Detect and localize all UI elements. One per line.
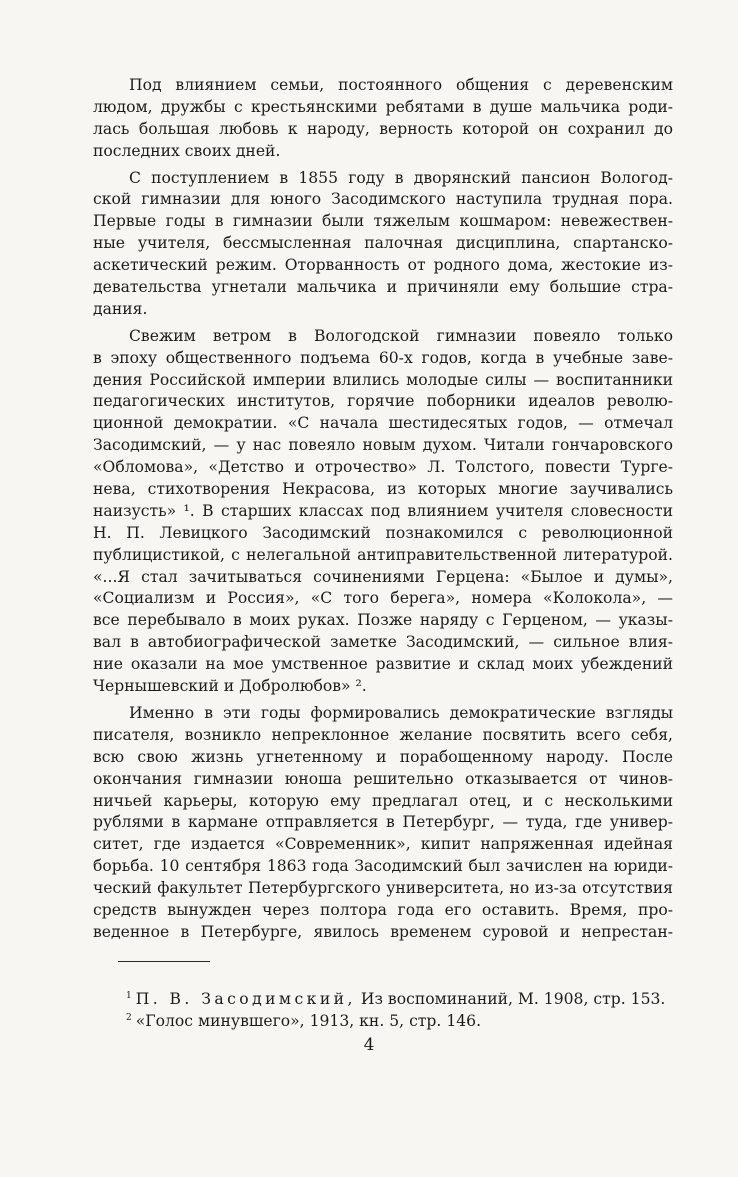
paragraph-3 [93,326,673,698]
text-line: нева, стихотворения Некрасова, из которых многие заучивались [93,480,673,499]
text-line: Засодимский, — у нас повеяло новым духом. Читали гончаровского [93,436,673,455]
body-text [93,75,673,949]
text-line: Н. П. Левицкого Засодимский познакомился с революционной [93,523,673,542]
text-line: вал в автобиографической заметке Засодимский, — сильное влия- [93,633,673,652]
text-line: ние оказали на мое умственное развитие и склад моих убеждений [93,655,673,674]
text-line: ционной демократии. «С начала шестидесятых годов, — отмечал [93,414,673,433]
text-line: С поступлением в 1855 году в дворянский пансион Вологод- [129,168,673,187]
footnote-text: «Голос минувшего», 1913, кн. 5, стр. 146. [135,1012,482,1031]
text-line: дения Российской империи влились молодые силы — воспитанники [93,370,673,389]
text-line: последних своих дней. [93,141,281,160]
text-line: средств вынужден через полтора года его оставить. Время, про- [93,900,673,919]
paragraph-1 [93,75,673,163]
text-line: «Обломова», «Детство и отрочество» Л. Толстого, повести Турге- [93,458,673,477]
text-line: писателя, возникло непреклонное желание посвятить всего себя, [93,725,673,744]
text-line: ничьей карьеры, которую ему предлагал отец, и с несколькими [93,791,673,810]
text-line: девательства угнетали мальчика и причиняли ему большие стра- [93,278,673,297]
text-line: Первые годы в гимназии были тяжелым кошмаром: невежествен- [93,212,673,231]
text-line: в эпоху общественного подъема 60-х годов, когда в учебные заве- [93,348,673,367]
text-line: «Социализм и Россия», «С того берега», номера «Колокола», — [93,589,673,608]
text-line: окончания гимназии юноша решительно отказывается от чинов- [93,769,673,788]
text-line: всю свою жизнь угнетенному и порабощенному народу. После [93,747,673,766]
text-line: все перебывало в моих руках. Позже наряду с Герценом, — указы- [93,611,673,630]
footnotes [126,985,686,1029]
text-line: лась большая любовь к народу, верность которой он сохранил до [93,119,673,138]
text-line: Именно в эти годы формировались демократические взгляды [129,703,673,722]
text-line: дания. [93,299,148,318]
page-number: 4 [363,1035,375,1055]
footnote-2 [126,1007,686,1029]
paragraph-4 [93,703,673,944]
text-line: Чернышевский и Добролюбов» ². [93,677,367,696]
paragraph-2 [93,168,673,321]
text-line: публицистикой, с нелегальной антиправительственной литературой. [93,545,673,564]
text-line: веденное в Петербурге, явилось временем суровой и непрестан- [93,922,673,941]
footnote-author: П. В. Засодимский, [135,990,356,1009]
footnote-1 [126,985,686,1007]
footnote-divider [118,961,210,962]
text-line: Свежим ветром в Вологодской гимназии повеяло только [129,326,673,345]
footnote-mark: 2 [126,1013,132,1023]
text-line: ные учителя, бессмысленная палочная дисциплина, спартанско- [93,234,673,253]
text-line: «...Я стал зачитываться сочинениями Герцена: «Былое и думы», [93,567,673,586]
text-line: ческий факультет Петербургского университета, но из-за отсутствия [93,879,673,898]
text-line: ской гимназии для юного Засодимского наступила трудная пора. [93,190,673,209]
text-line: людом, дружбы с крестьянскими ребятами в душе мальчика роди- [93,97,673,116]
text-line: педагогических институтов, горячие поборники идеалов револю- [93,392,673,411]
text-line: ситет, где издается «Современник», кипит напряженная идейная [93,835,673,854]
text-line: аскетический режим. Оторванность от родного дома, жестокие из- [93,256,673,275]
text-line: рублями в кармане отправляется в Петербург, — туда, где универ- [93,813,673,832]
text-line: Под влиянием семьи, постоянного общения с деревенским [129,76,673,94]
footnote-text: Из воспоминаний, М. 1908, стр. 153. [360,990,666,1009]
footnote-mark: 1 [126,991,132,1001]
text-line: борьба. 10 сентября 1863 года Засодимский был зачислен на юриди- [93,857,673,876]
text-line: наизусть» ¹. В старших классах под влиянием учителя словесности [93,501,673,520]
